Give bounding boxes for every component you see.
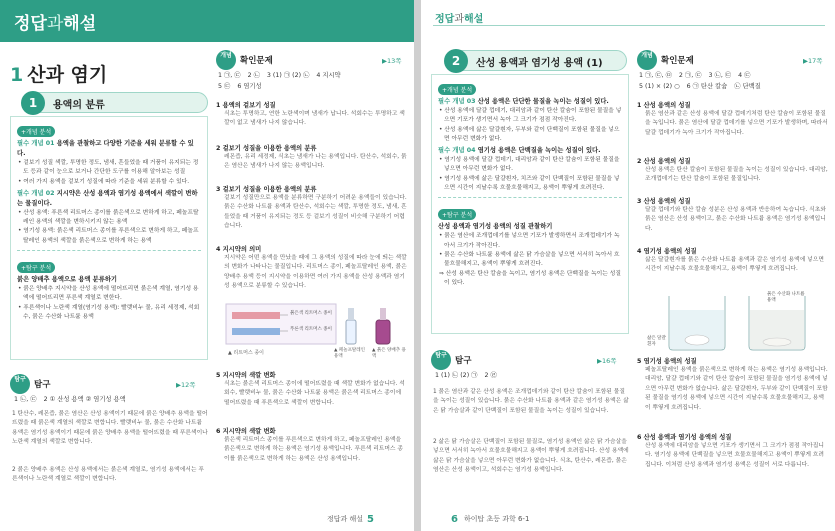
q3-heading: 3 겉보기 성질을 이용한 용액의 분류	[216, 186, 317, 193]
blue-litmus-strip	[232, 328, 280, 335]
footer: 정답과 해설 5	[326, 514, 374, 525]
q5-heading: 5 지시약의 색깔 변화	[216, 372, 276, 379]
naoh-label: 묽은 수산화 나트륨 용액	[767, 292, 805, 303]
q4-explanation: 삶은 달걀흰자를 묽은 수산화 나트륨 용액과 같은 염기성 용액에 넣으면 시간이 지날수록 흐물흐물해지고, 용액이 뿌옇게 흐려집니다.	[645, 257, 824, 273]
header-rule	[433, 25, 825, 26]
hwagin-heading: 개념 확인문제	[637, 50, 694, 70]
q5-explanation: 식초는 붉은색 리트머스 종이에 떨어뜨렸을 때 색깔 변화가 없습니다. 석회수, 빨랫비누 물, 묽은 수산화 나트륨 용액은 붉은색 리트머스 종이에 떨어뜨렸을 때 푸른색으로 색깔이 변합니다.	[224, 381, 405, 406]
indicator-illustration	[224, 302, 410, 348]
q5-heading: 5 염기성 용액의 성질	[637, 358, 697, 365]
q1-heading: 1 산성 용액의 성질	[637, 102, 691, 109]
tamgu-page-ref: ▶16쪽	[597, 357, 617, 365]
hwagin-page-ref: ▶13쪽	[382, 57, 402, 65]
tamgu-page-ref: ▶12쪽	[176, 381, 196, 389]
q2-explanation: 산성 용액은 탄산 칼슘이 포함된 물질을 녹이는 성질이 있습니다. 대리암, 조개껍데기는 탄산 칼슘이 포함된 물질입니다.	[645, 167, 828, 183]
tamgu-explanation-2: 2 삶은 닭 가슴살은 단백질이 포함된 물질로, 염기성 용액인 삶은 닭 가슴살을 넣으면 서서히 녹아서 흐물흐물해지고 용액이 뿌옇게 흐려집니다. 산성 용액에 삶은 닭 가슴살을 넣으면 아무런 변화가 없습니다. 식초, 탄산수, 레몬즙, 묽은 염산은 산성 용액이고, 석회수는 염기성 용액입니다.	[433, 439, 629, 474]
header-title: 정답과해설	[435, 14, 484, 25]
tamgu-heading: 탐구 탐구	[431, 350, 471, 370]
page-gutter	[414, 0, 421, 531]
indicator-diagram	[224, 302, 410, 364]
caption-phenolphthalein: ▲ 페놀프탈레인 용액	[334, 348, 365, 359]
red-litmus-strip	[232, 312, 280, 319]
left-page	[0, 0, 414, 531]
tamgu-explanation-1: 1 탄산수, 레몬즙, 묽은 염산은 산성 용액이기 때문에 붉은 양배추 용액을 떨어뜨렸을 때 붉은색 계열의 색깔로 변합니다. 빨랫비누 물, 묽은 수산화 나트륨 용액은 염기성 용액이기 때문에 붉은 양배추 용액을 떨어뜨렸을 때 푸른색이나 노란색 계열의 색깔로 변합니다.	[12, 411, 208, 446]
q2-heading: 2 산성 용액의 성질	[637, 158, 691, 165]
q4-heading: 4 염기성 용액의 성질	[637, 248, 697, 255]
footer: 6 하이탑 초등 과학 6-1	[451, 514, 530, 525]
q3-explanation: 달걀 껍데기와 탄산 칼슘 성분은 산성 용액과 반응하여 녹습니다. 식초와 묽은 염산은 산성 용액이고, 묽은 수산화 나트륨 용액은 염기성 용액입니다.	[645, 207, 826, 232]
q1-heading: 1 용액의 겉보기 성질	[216, 102, 276, 109]
q1-explanation: 묽은 염산과 같은 산성 용액에 달걀 껍데기처럼 탄산 칼슘이 포함된 물질을 녹입니다. 묽은 염산에 달걀 껍데기를 넣으면 기포가 발생하며, 따라서 달걀 껍데기가 녹아 크기가 작아집니다.	[645, 111, 828, 136]
q6-explanation: 붉은색 리트머스 종이를 푸른색으로 변하게 하고, 페놀프탈레인 용액을 붉은색으로 변하게 하는 용액은 염기성 용액입니다. 푸른색 리트머스 종이를 붉은색으로 변하게 하는 용액은 산성 용액입니다.	[224, 437, 403, 462]
egg-white-diagram	[647, 288, 827, 352]
tamgu-explanation-2: 2 붉은 양배추 용액은 산성 용액에서는 붉은색 계열로, 염기성 용액에서는 푸른색이나 노란색 계열로 색깔이 변합니다.	[12, 467, 204, 483]
tamgu-answers: 1 (1) ㉡ (2) ㉠ 2 ㉣	[435, 372, 497, 379]
q3-heading: 3 산성 용액의 성질	[637, 198, 691, 205]
tamgu-heading: 탐구 탐구	[10, 374, 50, 394]
q4-explanation: 지시약은 어떤 용액을 만났을 때에 그 용액의 성질에 따라 눈에 띄는 색깔의 변화가 나타나는 물질입니다. 리트머스 종이, 페놀프탈레인 용액, 붉은 양배추 용액 등이 지시약을 이용하면 여러 가지 용액을 산성 용액과 염기성 용액으로 분류할 수 있습니다.	[224, 255, 407, 290]
q6-explanation: 산성 용액에 대리암을 넣으면 기포가 생기면서 그 크기가 점점 작아집니다. 염기성 용액에 단백질을 넣으면 흐물흐물해지고 용액이 뿌옇게 흐려집니다. 이처럼 산성 용액과 염기성 용액은 성질이 서로 다릅니다.	[645, 443, 824, 468]
egg-white-label: 삶은 달걀흰자	[647, 336, 666, 347]
q6-heading: 6 지시약의 색깔 변화	[216, 428, 276, 435]
section-heading: 1 용액의 분류	[22, 92, 208, 113]
hwagin-answers: 1 ㉠, ㉢ 2 ㉡ 3 (1) ㉠ (2) ㉡ 4 지시약 5 ㉢ 6 염기성	[218, 72, 341, 90]
right-page	[421, 0, 835, 531]
tamgu-answers: 1 ㉡, ㉢ 2 ① 산성 용액 ② 염기성 용액	[14, 396, 126, 403]
concept-box: +개념 분석 필수 개념 03 산성 용액은 단단한 물질을 녹이는 성질이 있다. • 산성 용액에 달걀 껍데기, 대리암과 같이 탄산 칼슘이 포함된 물질을 넣으면 기포가 생기면서 녹아 그 크기가 점점 작아진다. • 산성 용액에 삶은 달걀흰자, 두부와 같이 단백질이 포함된 물질을 넣으면 아무런 변화가 없다. 필수 개념 04 염기성 용액은 단백질을 녹이는 성질이 있다. • 염기성 용액에 달걀 껍데기, 대리암과 같이 탄산 칼슘이 포함된 물질을 넣으면 아무런 변화가 없다. • 염기성 용액에 삶은 달걀흰자, 치즈와 같이 단백질이 포함된 물질을 넣으면 시간이 지날수록 흐물흐물해지고, 용액이 뿌옇게 흐려진다. +탐구 분석 산성 용액과 염기성 용액의 성질 관찰하기 • 묽은 염산에 조개껍데기를 넣으면 기포가 발생하면서 조개껍데기가 녹아서 크기가 작아진다. • 묽은 수산화 나트륨 용액에 삶은 닭 가슴살을 넣으면 서서히 녹아서 흐물흐물해지고, 용액이 뿌옇게 흐려진다. ⇒ 산성 용액은 탄산 칼슘을 녹이고, 염기성 용액은 단백질을 녹이는 성질이 있다.	[431, 74, 629, 334]
red-litmus-label: 붉은색 리트머스 종이	[290, 311, 332, 316]
blue-litmus-label: 푸른색 리트머스 종이	[290, 327, 332, 332]
header-band	[0, 0, 414, 42]
chapter-title: 1 산과 염기	[10, 64, 108, 86]
caption-litmus: ▲ 리트머스 종이	[228, 350, 265, 356]
section-heading: 2 산성 용액과 염기성 용액 (1)	[445, 50, 627, 71]
q2-heading: 2 겉보기 성질을 이용한 용액의 분류	[216, 145, 317, 152]
q1-explanation: 식초는 투명하고, 연한 노란색이며 냄새가 납니다. 석회수는 투명하고 색깔이 없고 냄새가 나지 않습니다.	[224, 111, 405, 127]
q3-explanation: 겉보기 성질만으로 용액을 분류하면 구분하기 어려운 용액들이 있습니다. 묽은 수산화 나트륨 용액과 탄산수, 석회수는 색깔, 투명한 정도, 냄새, 흔들었을 때 거품이 유지되는 정도 등 겉보기 성질이 비슷해 구분하기 어렵습니다.	[224, 195, 407, 230]
concept-box: +개념 분석 필수 개념 01 용액을 관찰하고 다양한 기준을 세워 분류할 수 있다. • 겉보기 성질 색깔, 투명한 정도, 냄새, 흔들었을 때 거품이 유지되는 정도 등과 같이 눈으로 보거나 간단한 도구를 이용해 알아보는 성질 • 여러 가지 용액을 겉보기 성질에 따라 기준을 세워 분류할 수 있다. 필수 개념 02 지시약은 산성 용액과 염기성 용액에서 색깔이 변하는 물질이다. • 산성 용액: 푸른색 리트머스 종이를 붉은색으로 변하게 하고, 페놀프탈레인 용액의 색깔을 변하시키지 않는 용액 • 염기성 용액: 붉은색 리트머스 종이를 푸른색으로 변하게 하고, 페놀프탈레인 용액의 색깔을 붉은색으로 변하게 하는 용액 +탐구 분석 붉은 양배추 용액으로 용액 분류하기 • 붉은 양배추 지시약을 산성 용액에 떨어뜨리면 붉은색 계열, 염기성 용액에 떨어뜨리면 푸른색 계열로 변한다. • 푸른색이나 노란색 계열(염기성 용액): 빨랫비누 물, 유리 세정제, 석회수, 묽은 수산화 나트륨 용액	[10, 116, 208, 360]
tamgu-explanation-1: 1 묽은 염산과 같은 산성 용액은 조개껍데기와 같이 탄산 칼슘이 포함된 물질을 녹이는 성질이 있습니다. 묽은 수산화 나트륨 용액과 같은 염기성 용액은 삶은 닭 가슴살과 같이 단백질이 포함된 물질을 녹이는 성질이 있습니다.	[433, 389, 629, 414]
q2-explanation: 레몬즙, 유리 세정제, 식초는 냄새가 나는 용액입니다. 탄산수, 석회수, 묽은 염산은 냄새가 나지 않는 용액입니다.	[224, 154, 407, 170]
q6-heading: 6 산성 용액과 염기성 용액의 성질	[637, 434, 732, 441]
q4-heading: 4 지시약의 의미	[216, 246, 262, 253]
caption-cabbage: ▲ 붉은 양배추 용액	[372, 348, 406, 359]
hwagin-heading: 개념 확인문제	[216, 50, 273, 70]
hwagin-answers: 1 ㉠, ㉢, ㉤ 2 ㉠, ㉢ 3 ㉡, ㉢ 4 ㉢ 5 (1) × (2) ○ 6 ㉠ 탄산 칼슘 ㉡ 단백질	[639, 72, 761, 90]
q5-explanation: 페놀프탈레인 용액을 붉은색으로 변하게 하는 용액은 염기성 용액입니다. 대리암, 달걀 껍데기와 같이 탄산 칼슘이 포함된 물질을 염기성 용액에 넣으면 아무런 변화가 없습니다. 삶은 달걀흰자, 두부와 같이 단백질이 포함된 물질을 염기성 용액에 넣으면 시간이 지날수록 흐물흐물해지고, 용액이 뿌옇게 흐려집니다.	[645, 367, 828, 411]
hwagin-page-ref: ▶17쪽	[803, 57, 823, 65]
header-title: 정답과해설	[14, 14, 97, 34]
